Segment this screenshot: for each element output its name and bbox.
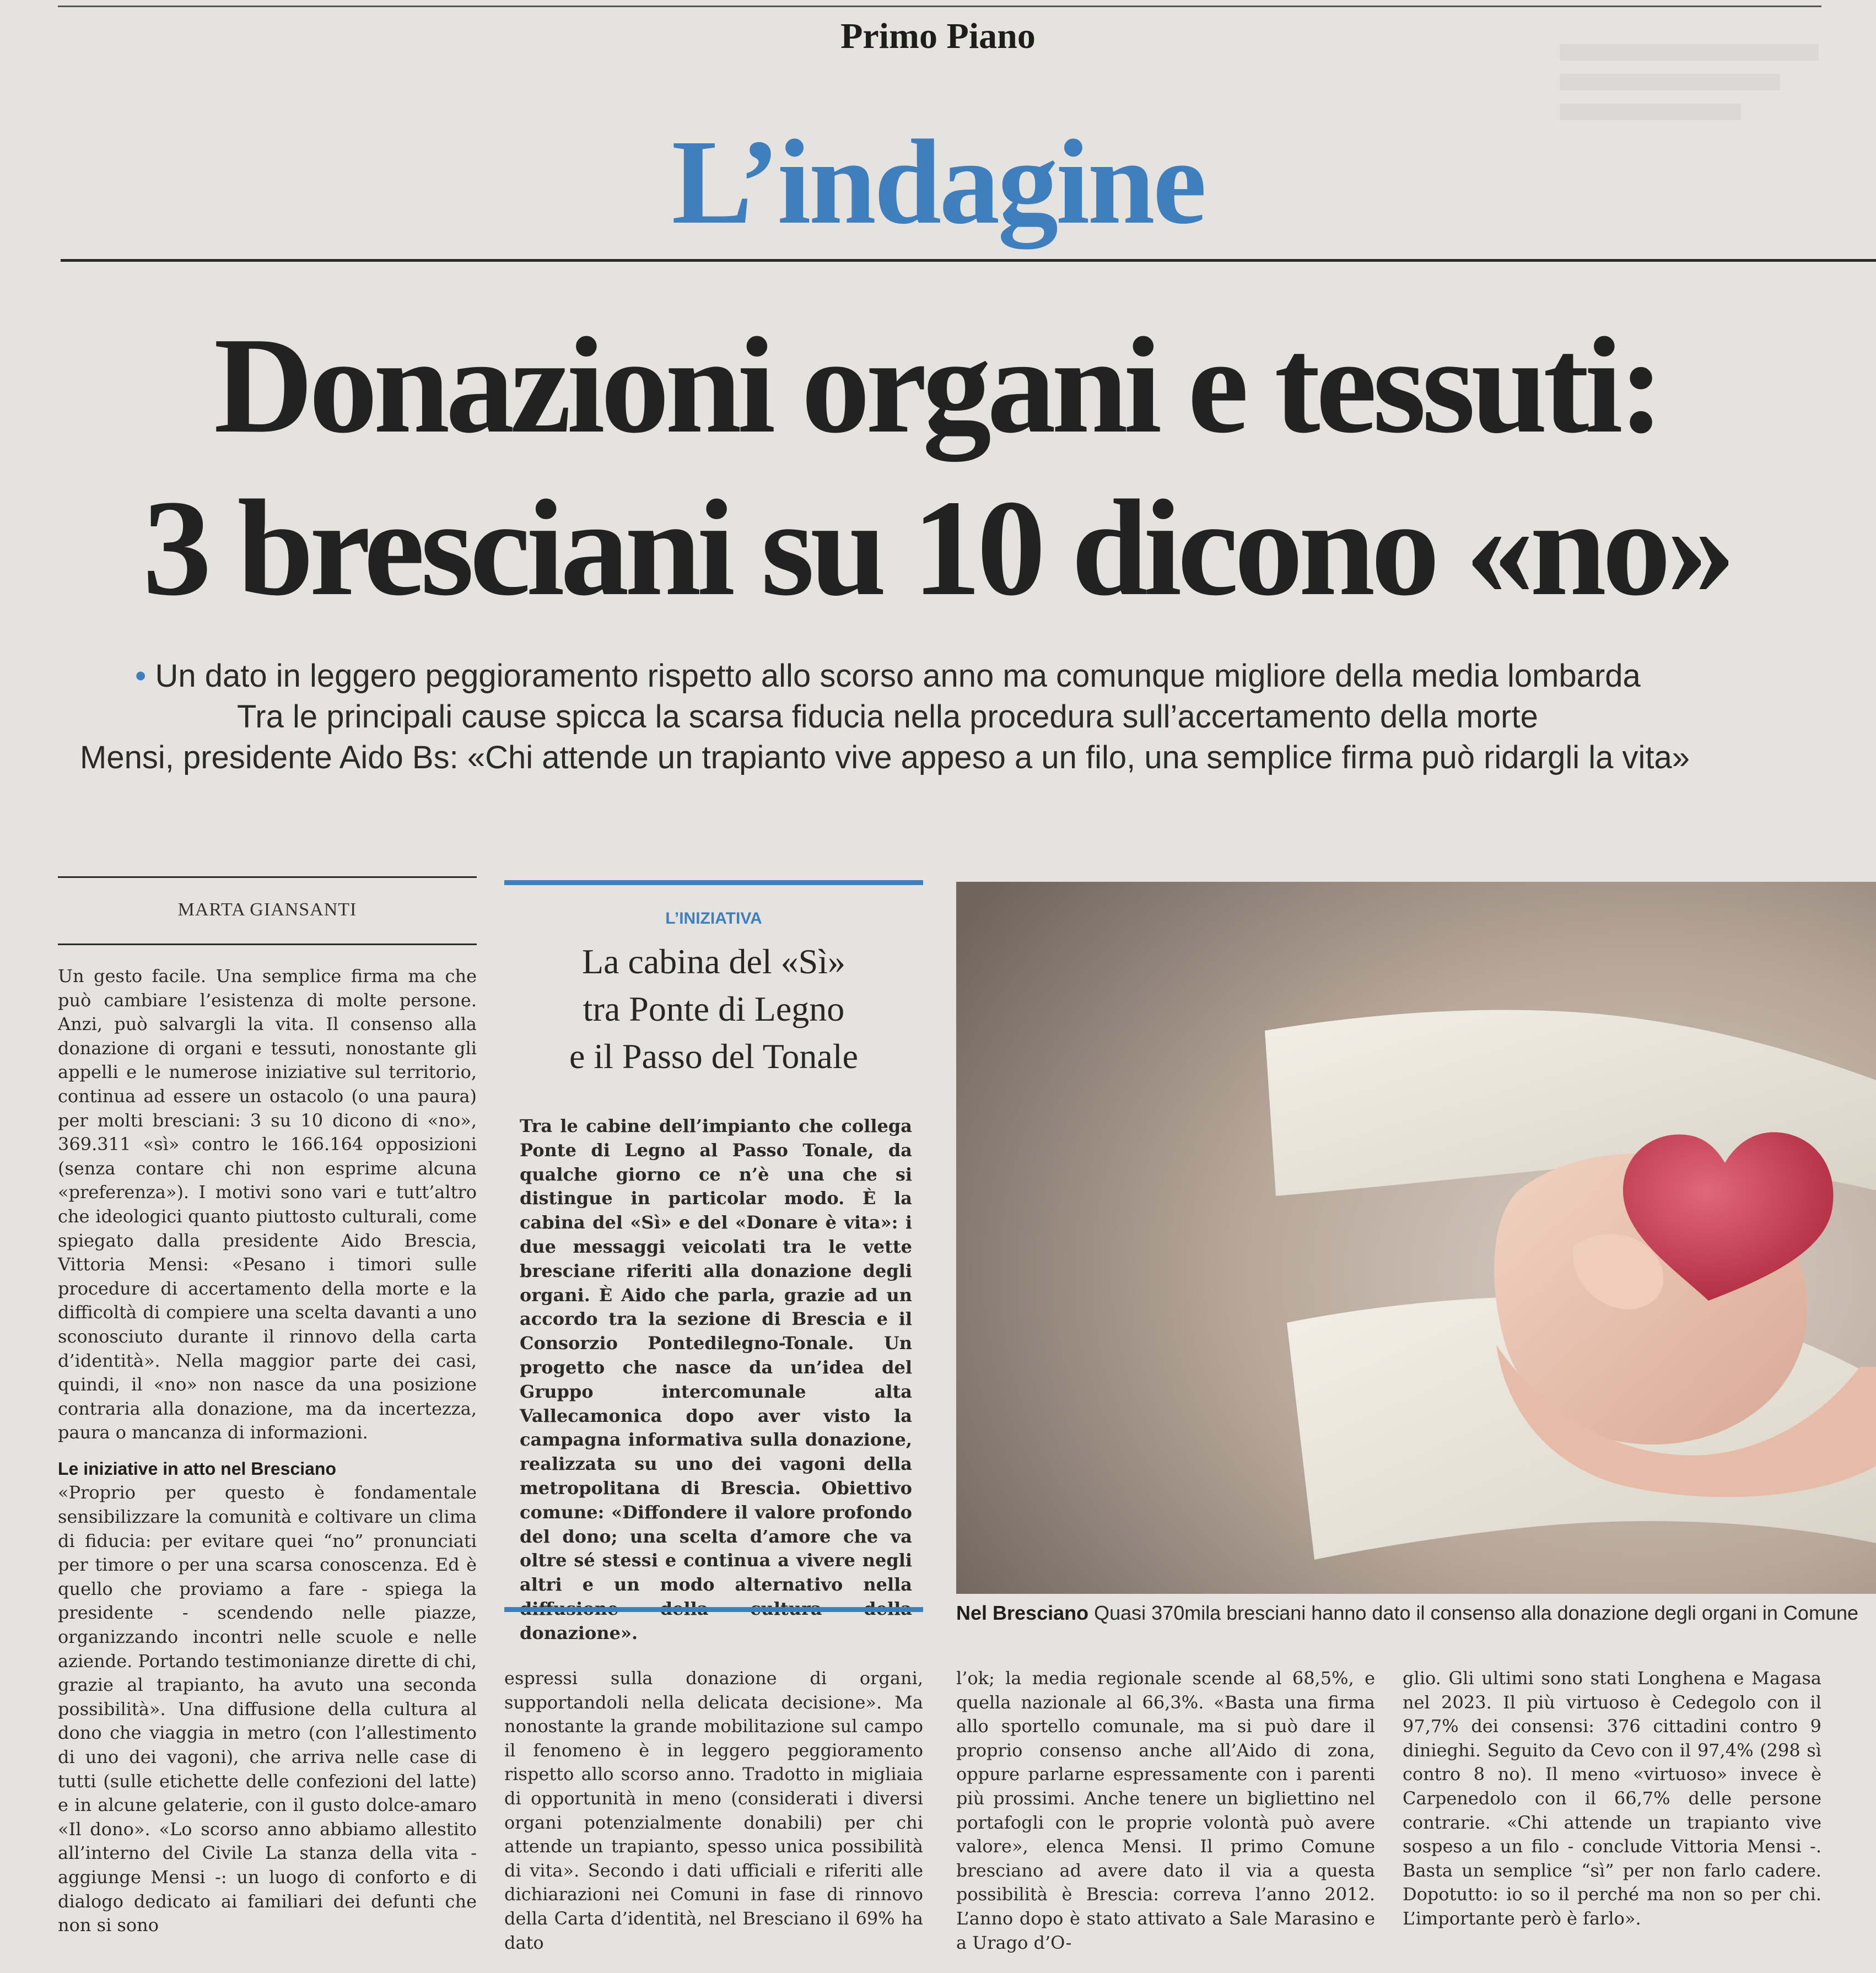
- sidebar-text: Tra le cabine dell’impianto che collega Ponte di Legno al Passo Tonale, da qualche giorno ce n’è una che si distingue in particolar modo. È la cabina del «Sì» e del «Donare è vita»: i due messaggi veicolati tra le vette bresciane riferiti alla donazione degli organi. È Aido che parla, grazie ad un accordo tra la sezione di Brescia e il Consorzio Pontedilegno-Tonale. Un progetto che nasce da un’idea del Gruppo intercomunale alta Vallecamonica dopo aver visto la campagna informativa sulla donazione, realizzata su uno dei vagoni della metropolitana di Brescia. Obiettivo comune: «Diffondere il valore profondo del dono; una scelta d’amore che va oltre sé stessi e continua a vivere negli altri e un modo alternativo nella donazione».: [520, 1115, 912, 1643]
- deck-text-1: Un dato in leggero peggioramento rispetto allo scorso anno ma comunque migliore della media lombarda: [155, 658, 1641, 694]
- kicker-title: L’indagine: [671, 115, 1205, 249]
- section-title: Primo Piano: [840, 16, 1036, 56]
- byline-rule-top: [58, 876, 477, 878]
- photo-caption: [956, 1602, 1876, 1625]
- sidebar-title: [504, 938, 923, 1080]
- deck-line-3: Mensi, presidente Aido Bs: «Chi attende un trapianto vive appeso a un filo, una semplice firma può ridargli la vita»: [80, 740, 1690, 775]
- sidebar-title-line-2: tra Ponte di Legno: [583, 989, 845, 1028]
- photo-caption-text: Quasi 370mila bresciani hanno dato il consenso alla donazione degli organi in Comune: [1088, 1602, 1859, 1624]
- sidebar-tag: L’INIZIATIVA: [665, 909, 762, 928]
- sidebar-title-line-1: La cabina del «Sì»: [581, 942, 846, 981]
- headline-line-2: 3 bresciani su 10 dicono «no»: [142, 472, 1731, 624]
- sidebar-box: [504, 879, 923, 1643]
- article-photo: [956, 882, 1876, 1594]
- article-subhead: Le iniziative in atto nel Bresciano: [58, 1458, 337, 1479]
- photo-caption-lead: Nel Bresciano: [956, 1602, 1089, 1624]
- sidebar-title-line-3: e il Passo del Tonale: [569, 1037, 859, 1076]
- article-paragraph-1: Un gesto facile. Una semplice firma ma che può cambiare l’esistenza di molte persone. Anzi, può salvargli la vita. Il consenso alla donazione di organi e tessuti, nonostante gli appelli e le numerose iniziative sul territorio, continua ad essere un ostacolo (o una paura) per molti bresciani: 3 su 10 dicono di «no», 369.311 «sì» contro le 166.164 opposizioni (senza contare chi non esprime alcuna «preferenza»). I motivi sono vari e tutt’altro che ideologici quanto piuttosto culturali, come spiegato dalla presidente Aido Brescia, Vittoria Mensi: «Pesano i timori sulle procedure di accertamento della morte e la difficoltà di compiere una scelta davanti a uno sconosciuto durante il rinnovo della carta d’identità». Nella maggior parte dei casi, quindi, il «no» non nasce da una posizione contraria alla donazione, ma da incertezza, paura o mancanza di informazioni.: [58, 966, 477, 1443]
- hands-heart-illustration: [956, 882, 1876, 1594]
- header-rule: [61, 259, 1876, 262]
- article-paragraph-2: «Proprio per questo è fondamentale sensibilizzare la comunità e coltivare un clima di fiducia: per evitare quei “no” pronunciati per timore o per una scarsa conoscenza. Ed è quello che proviamo a fare - spiega la presidente - scendendo nelle piazze, organizzando incontri nelle scuole e nelle aziende. Portando testimonianze dirette di chi, grazie al trapianto, ha avuto una seconda possibilità». Una diffusione della cultura al dono che viaggia in metro (con l’allestimento di uno dei vagoni), che arriva nelle case di tutti (sulle etichette delle confezioni del latte) e in alcune gelaterie, con il gusto dolce-amaro «Il dono». «Lo scorso anno abbiamo allestito all’interno del Civile La stanza della vita - aggiunge Mensi -: un luogo di conforto e di dialogo dedicato ai familiari dei defunti che non si sono: [58, 1482, 477, 1936]
- byline-rule-bottom: [58, 944, 477, 945]
- top-rule: [58, 6, 1821, 7]
- headline-line-1: Donazioni organi e tessuti:: [213, 309, 1661, 462]
- article-column-2: espressi sulla donazione di organi, supportandoli nella delicata decisione». Ma nonostante la grande mobilitazione sul campo il fenomeno è in leggero peggioramento rispetto allo scorso anno. Tradotto in migliaia di opportunità in meno (considerati i diversi organi potenzialmente donabili) per chi attende un trapianto, spesso unica possibilità di vita». Secondo i dati ufficiali e riferiti alle dichiarazioni nei Comuni in fase di rinnovo della Carta d’identità, nel Bresciano il 69% ha dato: [504, 1668, 923, 1953]
- sidebar-rule-bottom: [504, 1607, 923, 1612]
- article-column-4: glio. Gli ultimi sono stati Longhena e Magasa nel 2023. Il più virtuoso è Cedegolo con il 97,7% dei consensi: 376 cittadini contro 9 dinieghi. Seguito da Cevo con il 97,4% (298 sì contro 8 no). Il meno «virtuoso» invece è Carpenedolo con il 66,7% delle persone contrarie. «Chi attende un trapianto vive sospeso a un filo - conclude Vittoria Mensi -. Basta un semplice “sì” per non farlo cadere. Dopotutto: io so il perché ma non so per chi. L’importante però è farlo».: [1403, 1668, 1821, 1929]
- deck-bullet: •: [135, 658, 147, 694]
- deck-line-2: Tra le principali cause spicca la scarsa fiducia nella procedura sull’accertamento della morte: [237, 699, 1538, 735]
- article-column-3: l’ok; la media regionale scende al 68,5%, e quella nazionale al 66,3%. «Basta una firma allo sportello comunale, ma si può dare il proprio consenso anche all’Aido di zona, oppure parlarne espressamente con i parenti più prossimi. Anche tenere un bigliettino nel portafogli con le proprie volontà può avere valore», elenca Mensi. Il primo Comune bresciano ad avere dato il via a questa possibilità è Brescia: correva l’anno 2012. L’anno dopo è stato attivato a Sale Marasino e a Urago d’O-: [956, 1668, 1375, 1953]
- byline: MARTA GIANSANTI: [177, 899, 357, 920]
- deck-line-1: [135, 660, 1641, 692]
- article-column-1: [58, 964, 477, 1938]
